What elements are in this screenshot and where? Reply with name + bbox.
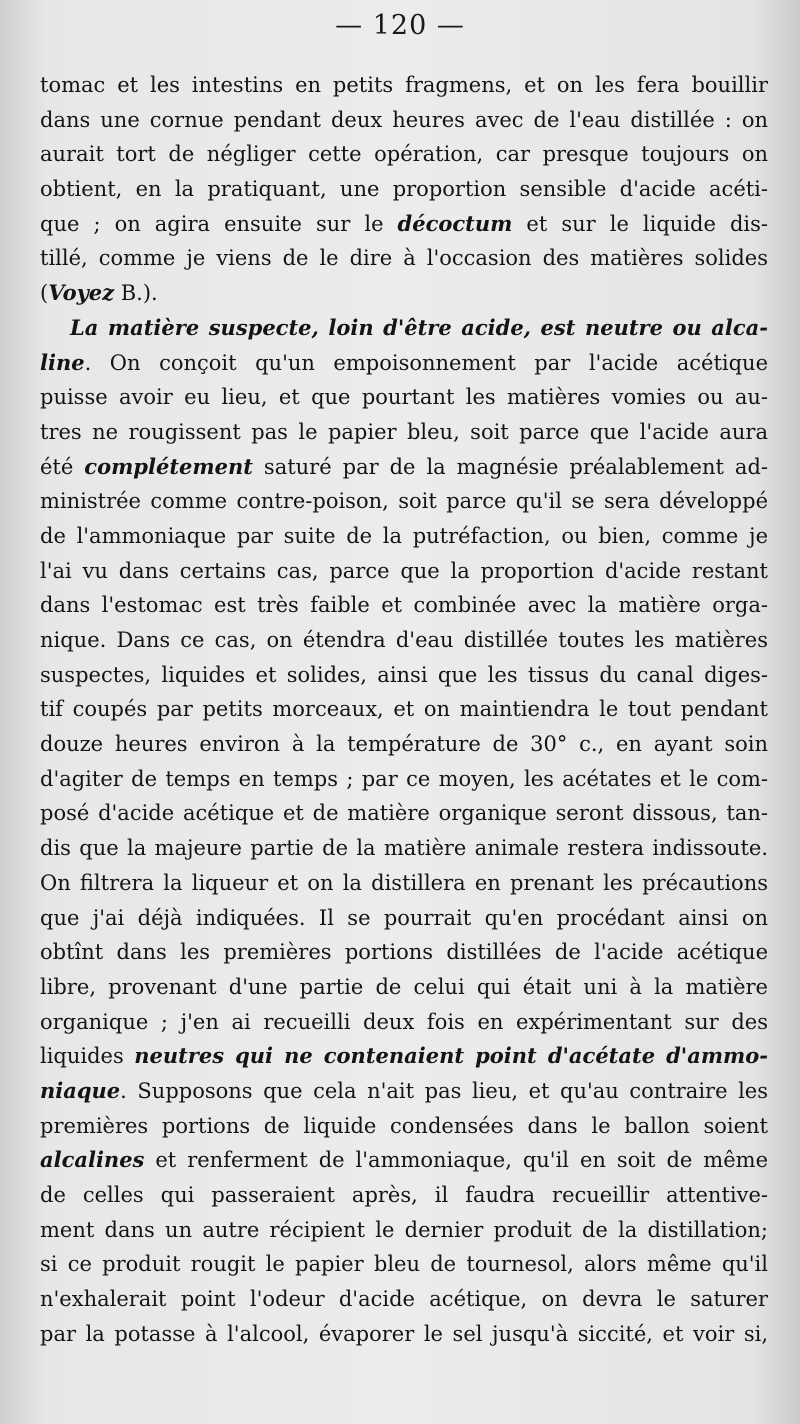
text-segment: été xyxy=(40,454,85,479)
text-line xyxy=(40,380,768,415)
text-segment: n'exhalerait point l'odeur d'acide acétique, on devra le saturer xyxy=(40,1287,768,1312)
text-line xyxy=(40,1074,768,1109)
text-segment: dans une cornue pendant deux heures avec de l'eau distillée : on xyxy=(40,107,768,132)
text-line xyxy=(40,831,768,866)
italic-text: complétement xyxy=(84,453,253,479)
text-segment: et sur le liquide dis- xyxy=(512,211,768,236)
text-line xyxy=(40,1039,768,1074)
text-segment: tillé, comme je viens de le dire à l'occasion des matières solides xyxy=(40,246,768,271)
text-line xyxy=(40,1005,768,1040)
italic-text: décoctum xyxy=(397,210,513,236)
text-line xyxy=(40,935,768,970)
text-segment: et renferment de l'ammoniaque, qu'il en soit de même xyxy=(144,1148,768,1173)
text-segment: si ce produit rougit le papier bleu de tournesol, alors même qu'il xyxy=(40,1252,768,1277)
text-segment: obtînt dans les premières portions distillées de l'acide acétique xyxy=(40,940,768,965)
text-segment: par la potasse à l'alcool, évaporer le sel jusqu'à siccité, et voir si, xyxy=(40,1321,768,1346)
text-line xyxy=(40,970,768,1005)
page-number: — 120 — xyxy=(335,10,465,41)
text-line xyxy=(40,1317,768,1352)
text-segment: saturé par de la magnésie préalablement ad- xyxy=(252,454,768,479)
text-segment: nique. Dans ce cas, on étendra d'eau distillée toutes les matières xyxy=(40,628,768,652)
text-line xyxy=(40,762,768,797)
text-segment: que ; on agira ensuite sur le xyxy=(40,211,398,236)
text-segment: . On conçoit qu'un empoisonnement par l'acide acétique xyxy=(84,350,768,375)
text-line xyxy=(40,137,768,172)
text-segment: ministrée comme contre-poison, soit parce qu'il se sera développé xyxy=(40,489,768,514)
text-line xyxy=(40,588,768,623)
text-line xyxy=(40,311,768,346)
text-line xyxy=(40,727,768,762)
text-segment: aurait tort de négliger cette opération, car presque toujours on xyxy=(40,142,768,167)
italic-text: Voyez xyxy=(48,280,115,306)
italic-text: line xyxy=(40,349,85,375)
text-segment: tomac et les intestins en petits fragmens, et on les fera bouillir xyxy=(40,73,768,97)
text-segment: ( xyxy=(40,281,49,306)
text-segment: B.). xyxy=(114,281,158,306)
text-line xyxy=(40,658,768,693)
text-segment: que j'ai déjà indiquées. Il se pourrait qu'en procédant ainsi on xyxy=(40,905,768,930)
text-line xyxy=(40,68,768,103)
text-line xyxy=(40,623,768,658)
text-line xyxy=(40,1213,768,1248)
text-line xyxy=(40,484,768,519)
text-line xyxy=(40,519,768,554)
text-segment: d'agiter de temps en temps ; par ce moyen, les acétates et le com- xyxy=(40,766,768,791)
text-line xyxy=(40,450,768,485)
text-segment: libre, provenant d'une partie de celui qui était uni à la matière xyxy=(40,974,768,999)
text-line xyxy=(40,276,768,311)
text-segment: . Supposons que cela n'ait pas lieu, et qu'au contraire les xyxy=(120,1078,768,1103)
text-segment: posé d'acide acétique et de matière organique seront dissous, tan- xyxy=(40,801,768,826)
italic-text: neutres qui ne contenaient point d'acétate d'ammo- xyxy=(134,1043,768,1069)
text-line xyxy=(40,346,768,381)
text-segment: liquides xyxy=(40,1044,135,1069)
text-line xyxy=(40,415,768,450)
text-line xyxy=(40,103,768,138)
text-line xyxy=(40,554,768,589)
text-line xyxy=(40,207,768,242)
text-segment: dis que la majeure partie de la matière animale restera indissoute. xyxy=(40,836,768,861)
italic-text: niaque xyxy=(40,1077,121,1103)
text-segment: tres ne rougissent pas le papier bleu, soit parce que l'acide aura xyxy=(40,419,768,444)
text-segment: obtient, en la pratiquant, une proportion sensible d'acide acéti- xyxy=(40,177,768,202)
text-line xyxy=(40,1143,768,1178)
text-segment: de l'ammoniaque par suite de la putréfaction, ou bien, comme je xyxy=(40,523,768,548)
text-line xyxy=(40,1109,768,1144)
text-segment: On filtrera la liqueur et on la distillera en prenant les précautions xyxy=(40,870,768,895)
text-segment: dans l'estomac est très faible et combinée avec la matière orga- xyxy=(40,593,768,618)
text-segment: puisse avoir eu lieu, et que pourtant les matières vomies ou au- xyxy=(40,385,768,410)
text-segment: organique ; j'en ai recueilli deux fois en expérimentant sur des xyxy=(40,1009,768,1034)
text-line xyxy=(40,796,768,831)
text-segment: l'ai vu dans certains cas, parce que la proportion d'acide restant xyxy=(40,558,768,583)
text-line xyxy=(40,241,768,276)
page-text-body xyxy=(40,68,768,1351)
text-segment: suspectes, liquides et solides, ainsi que les tissus du canal diges- xyxy=(40,662,768,687)
text-line xyxy=(40,866,768,901)
text-segment: de celles qui passeraient après, il faudra recueillir attentive- xyxy=(40,1183,768,1207)
text-segment: premières portions de liquide condensées dans le ballon soient xyxy=(40,1113,768,1138)
text-line xyxy=(40,692,768,727)
text-line xyxy=(40,901,768,936)
text-line xyxy=(40,1282,768,1317)
text-segment: ment dans un autre récipient le dernier produit de la distillation; xyxy=(40,1217,768,1242)
text-line xyxy=(40,172,768,207)
text-segment: douze heures environ à la température de 30° c., en ayant soin xyxy=(40,732,768,757)
italic-text: alcalines xyxy=(40,1147,145,1173)
text-line xyxy=(40,1247,768,1282)
italic-text: La matière suspecte, loin d'être acide, est neutre ou alca- xyxy=(70,314,768,340)
text-segment: tif coupés par petits morceaux, et on maintiendra le tout pendant xyxy=(40,697,768,722)
text-line xyxy=(40,1178,768,1213)
